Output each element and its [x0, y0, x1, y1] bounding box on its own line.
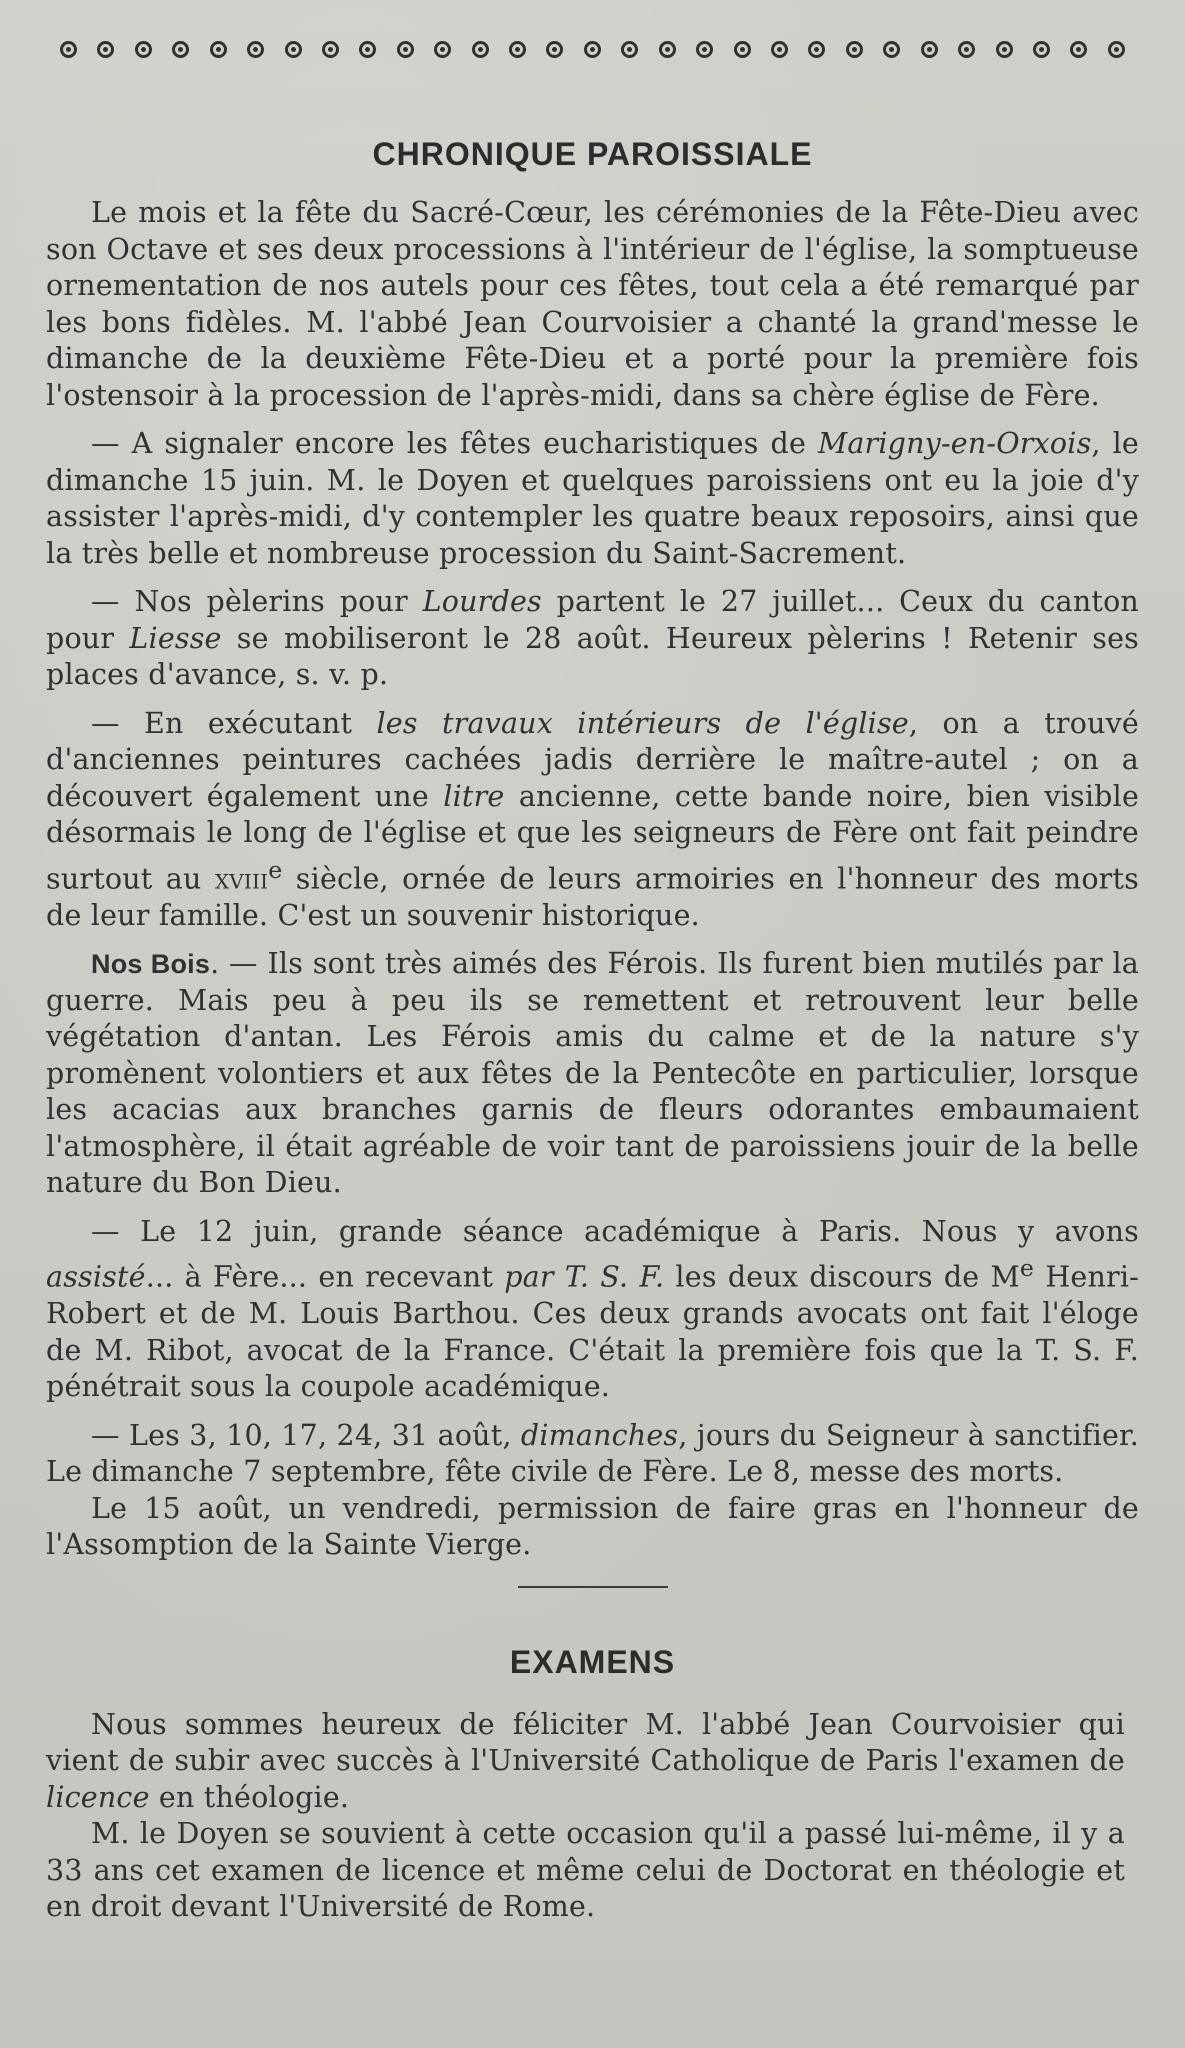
paragraph-doyen-souvenir [46, 1816, 1125, 1926]
ring-ornament-icon [808, 41, 825, 58]
ring-ornament-icon [1033, 41, 1050, 58]
century-numeral: xviii [214, 862, 269, 895]
paragraph-text: Le mois et la fête du Sacré-Cœur, les cérémonies de la Fête-Dieu avec son Octave et ses deux processions à l'intérieur de l'église, la somptueuse ornementation de nos autels pour ces fêtes, tout cela a été remarqué par les bons fidèles. M. l'abbé Jean Courvoisier a chanté la grand'messe le dimanche de la deuxième Fête-Dieu et a porté pour la première fois l'ostensoir à la procession de l'après-midi, dans sa chère église de Fère. [46, 196, 1139, 412]
text-segment: les deux discours de M [664, 1260, 1020, 1294]
paragraph-text: Le 15 août, un vendredi, permission de faire gras en l'honneur de l'Assomption de la Sainte Vierge. [46, 1491, 1139, 1561]
text-segment: se mobiliseront le 28 août. Heureux pèlerins ! Retenir ses places d'avance, s. v. p. [46, 621, 1139, 691]
paragraph-seance-academique [46, 1214, 1139, 1406]
italic-word: assisté [46, 1260, 146, 1294]
ring-ornament-icon [1108, 41, 1125, 58]
ring-ornament-icon [509, 41, 526, 58]
text-segment: . — Ils sont très aimés des Férois. Ils furent bien mutilés par la guerre. Mais peu à peu ils se remettent et retrouvent leur belle végétation d'antan. Les Férois amis du calme et de la nature s'y promènent volontiers et aux fêtes de la Pentecôte en particulier, lorsque les acacias aux branches garnis de fleurs odorantes embaumaient l'atmosphère, il était agréable de voir tant de paroissiens jouir de la belle nature du Bon Dieu. [46, 947, 1139, 1199]
ring-ornament-icon [1070, 41, 1087, 58]
text-segment: ... à Fère... en recevant [145, 1260, 505, 1294]
paragraph-nos-bois [46, 946, 1139, 1202]
text-segment: — En exécutant [91, 706, 377, 740]
ring-ornament-icon [771, 41, 788, 58]
text-segment: ancienne, cette bande noire, bien visible désormais le long de l'église et que les seigneurs de Fère ont fait peindre surtout au [46, 779, 1140, 895]
examens-section [46, 1707, 1139, 1926]
paragraph-travaux [46, 706, 1139, 935]
ring-ornament-icon [172, 41, 189, 58]
italic-place-name: Lourdes [422, 585, 542, 618]
superscript: e [1019, 1254, 1035, 1282]
section-title-examens: EXAMENS [509, 1643, 676, 1680]
paragraph-pelerins [46, 584, 1139, 694]
decorative-ring-border [60, 34, 1125, 64]
superscript: e [268, 855, 283, 884]
text-segment: en théologie. [149, 1780, 350, 1814]
text-segment: , le dimanche 15 juin. M. le Doyen et quelques paroissiens ont eu la joie d'y assister l'après-midi, d'y contempler les quatre beaux reposoirs, ainsi que la très belle et nombreuse procession du Saint-Sacrement. [46, 427, 1139, 570]
text-segment: partent le 27 juillet... Ceux du canton pour [46, 585, 1139, 655]
text-segment: — A signaler encore les fêtes eucharistiques de [91, 427, 818, 460]
ring-ornament-icon [322, 41, 339, 58]
text-segment: Nous sommes heureux de féliciter M. l'abbé Jean Courvoisier qui vient de subir avec succès à l'Université Catholique de Paris l'examen de [46, 1707, 1125, 1777]
italic-word: dimanches [520, 1418, 679, 1452]
ring-ornament-icon [584, 41, 601, 58]
italic-word: litre [443, 779, 505, 813]
italic-phrase: par T. S. F. [504, 1260, 665, 1294]
paragraph-marigny [46, 426, 1139, 572]
italic-place-name: Liesse [129, 621, 222, 655]
ring-ornament-icon [247, 41, 264, 58]
lead-heading-nos-bois: Nos Bois [91, 949, 211, 979]
ring-ornament-icon [135, 41, 152, 58]
text-segment: siècle, ornée de leurs armoiries en l'honneur des morts de leur famille. C'est un souvenir historique. [46, 862, 1139, 932]
ring-ornament-icon [60, 41, 77, 58]
paragraph-sacre-coeur [46, 195, 1139, 414]
ring-ornament-icon [434, 41, 451, 58]
text-segment: — Nos pèlerins pour [91, 585, 423, 618]
text-segment: — Les 3, 10, 17, 24, 31 août, [91, 1418, 521, 1452]
ring-ornament-icon [734, 41, 751, 58]
italic-phrase: les travaux intérieurs de l'église [376, 706, 909, 740]
ring-ornament-icon [359, 41, 376, 58]
text-segment: — Le 12 juin, grande séance académique à Paris. Nous y avons [91, 1214, 1139, 1248]
ring-ornament-icon [921, 41, 938, 58]
ring-ornament-icon [210, 41, 227, 58]
paragraph-text: M. le Doyen se souvient à cette occasion qu'il a passé lui-même, il y a 33 ans cet examen de licence et même celui de Doctorat en théologie et en droit devant l'Université de Rome. [46, 1817, 1125, 1923]
section-divider [518, 1586, 668, 1588]
italic-word: licence [46, 1780, 150, 1814]
text-segment: , jours du Seigneur à sanctifier. Le dimanche 7 septembre, fête civile de Fère. Le 8, messe des morts. [46, 1418, 1139, 1488]
ring-ornament-icon [996, 41, 1013, 58]
paragraph-assomption [46, 1491, 1139, 1564]
text-segment: , on a trouvé d'anciennes peintures cachées jadis derrière le maître-autel ; on a découvert également une [46, 706, 1139, 813]
ring-ornament-icon [846, 41, 863, 58]
ring-ornament-icon [696, 41, 713, 58]
ring-ornament-icon [958, 41, 975, 58]
text-segment: Henri-Robert et de M. Louis Barthou. Ces deux grands avocats ont fait l'éloge de M. Ribot, avocat de la France. C'était la première fois que la T. S. F. pénétrait sous la coupole académique. [46, 1260, 1140, 1403]
italic-place-name: Marigny-en-Orxois [817, 427, 1092, 460]
paragraph-licence [46, 1707, 1125, 1817]
ring-ornament-icon [472, 41, 489, 58]
ring-ornament-icon [285, 41, 302, 58]
ring-ornament-icon [546, 41, 563, 58]
ring-ornament-icon [883, 41, 900, 58]
ring-ornament-icon [659, 41, 676, 58]
ring-ornament-icon [621, 41, 638, 58]
ring-ornament-icon [397, 41, 414, 58]
section-title-chronique: CHRONIQUE PAROISSIALE [372, 136, 813, 172]
ring-ornament-icon [97, 41, 114, 58]
paragraph-dimanches-aout [46, 1418, 1139, 1491]
